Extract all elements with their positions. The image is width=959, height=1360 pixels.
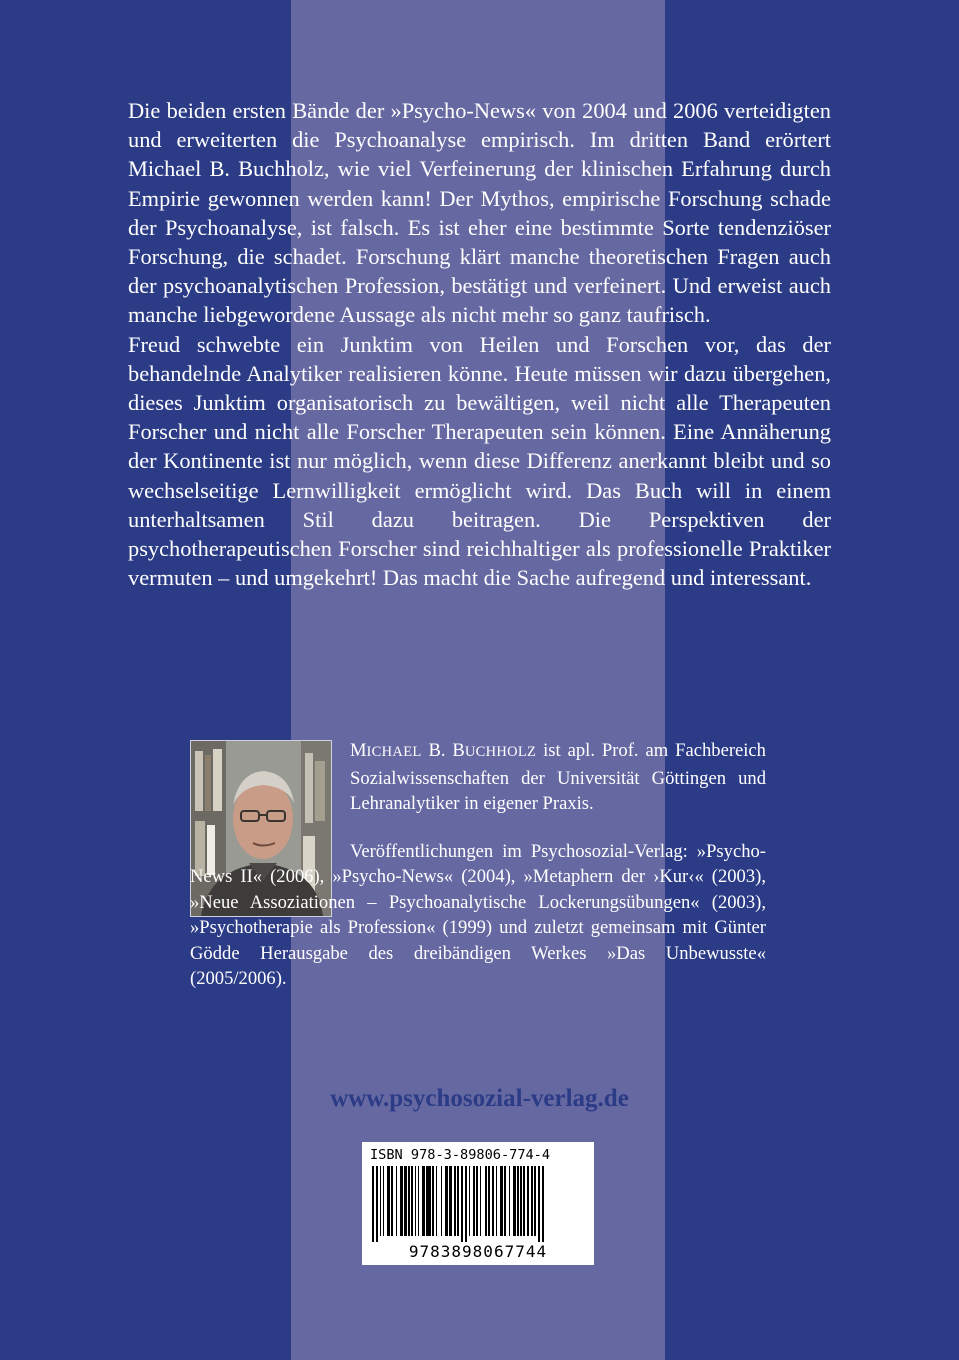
barcode-bar (376, 1166, 378, 1242)
author-bio (350, 738, 766, 817)
barcode-bar (534, 1166, 536, 1236)
barcode-bars (370, 1166, 586, 1242)
barcode-bar (476, 1166, 478, 1236)
isbn-label: ISBN 978-3-89806-774-4 (370, 1147, 551, 1163)
barcode-bar (396, 1166, 397, 1236)
blurb-paragraph-2: Freud schwebte ein Junktim von Heilen und Forschen vor, das der behandelnde Analytiker realisieren könne. Heute müssen wir dazu übergehen, dieses Junktim organisatorisch zu bewältigen, weil nicht alle Therapeuten Forscher und nicht alle Forscher Therapeuten sein können. Eine Annäherung der Kontinente ist nur möglich, wenn diese Differenz anerkannt bleibt und so wechselseitige Lernwilligkeit ermöglicht wird. Das Buch will in einem unterhaltsamen Stil dazu beitragen. Die Perspektiven der psychotherapeutischen Forscher sind reichhaltiger als professionelle Praktiker vermuten – und umgekehrt! Das macht die Sache aufregend und interessant. (128, 331, 831, 591)
barcode-bar (418, 1166, 419, 1236)
barcode-bar (500, 1166, 503, 1236)
author-name: MICHAEL B. BUCHHOLZ (350, 740, 537, 761)
barcode-bar (492, 1166, 494, 1236)
barcode-bar (527, 1166, 529, 1236)
barcode-bar (517, 1166, 519, 1236)
barcode-bar (454, 1166, 456, 1236)
barcode-bar (404, 1166, 407, 1236)
author-bio-text: ist apl. Prof. am Fachbereich Sozialwissenschaften der Universität Göttingen und Lehranalytiker in eigener Praxis. (350, 740, 766, 814)
barcode-bar (372, 1166, 374, 1242)
barcode-bar (426, 1166, 429, 1236)
barcode-bar (504, 1166, 506, 1236)
publisher-website[interactable]: www.psychosozial-verlag.de (330, 1085, 629, 1112)
barcode-bar (469, 1166, 470, 1236)
isbn-barcode (362, 1142, 594, 1265)
barcode-bar (429, 1166, 431, 1236)
barcode-bar (473, 1166, 475, 1236)
barcode-bar (387, 1166, 390, 1236)
barcode-bar (520, 1166, 522, 1236)
barcode-bar (436, 1166, 437, 1236)
barcode-bar (523, 1166, 525, 1236)
barcode-bar (531, 1166, 533, 1236)
barcode-bar (542, 1166, 544, 1242)
author-info (190, 738, 766, 992)
barcode-bar (480, 1166, 481, 1236)
barcode-bar (461, 1166, 463, 1242)
barcode-bar (432, 1166, 434, 1236)
barcode-bar (457, 1166, 459, 1236)
barcode-bar (513, 1166, 516, 1236)
barcode-bar (509, 1166, 510, 1236)
barcode-bar (411, 1166, 413, 1236)
barcode-bar (496, 1166, 497, 1236)
barcode-bar (408, 1166, 410, 1236)
barcode-bar (415, 1166, 416, 1236)
barcode-bar (380, 1166, 381, 1236)
barcode-bar (488, 1166, 490, 1236)
barcode-bar (485, 1166, 487, 1236)
barcode-bar (445, 1166, 448, 1236)
barcode-bar (538, 1166, 540, 1242)
barcode-bar (465, 1166, 467, 1242)
barcode-bar (391, 1166, 393, 1236)
blurb-paragraph-1: Die beiden ersten Bände der »Psycho-News« von 2004 und 2006 verteidigten und erweiterten die Psychoanalyse empirisch. Im dritten Band erörtert Michael B. Buchholz, wie viel Verfeinerung der klinischen Erfahrung durch Empirie gewonnen werden kann! Der Mythos, empirische Forschung schade der Psychoanalyse, ist falsch. Es ist eher eine bestimmte Sorte tendenziöser Forschung, die schadet. Forschung klärt manche theoretischen Fragen auch der psychoanalytischen Profession, bestätigt und verfeinert. Und erweist auch manche liebgewordene Aussage als nicht mehr so ganz taufrisch. (128, 98, 831, 328)
barcode-bar (441, 1166, 442, 1236)
back-cover-blurb (128, 96, 831, 592)
barcode-bar (422, 1166, 425, 1236)
barcode-bar (449, 1166, 452, 1236)
barcode-digits: 9783898067744 (408, 1242, 548, 1261)
barcode-bar (383, 1166, 384, 1236)
author-publications: Veröffentlichungen im Psychosozial-Verlag: »Psycho-News II« (2006), »Psycho-News« (2004), »Metaphern der ›Kur‹« (2003), »Neue Assoziationen – Psychoanalytische Lockerungsübungen« (2003), »Psychotherapie als Profession« (1999) und zuletzt gemeinsam mit Günter Gödde Herausgabe des dreibändigen Werkes »Das Unbewusste« (2005/2006). (190, 840, 766, 989)
barcode-bar (400, 1166, 403, 1236)
